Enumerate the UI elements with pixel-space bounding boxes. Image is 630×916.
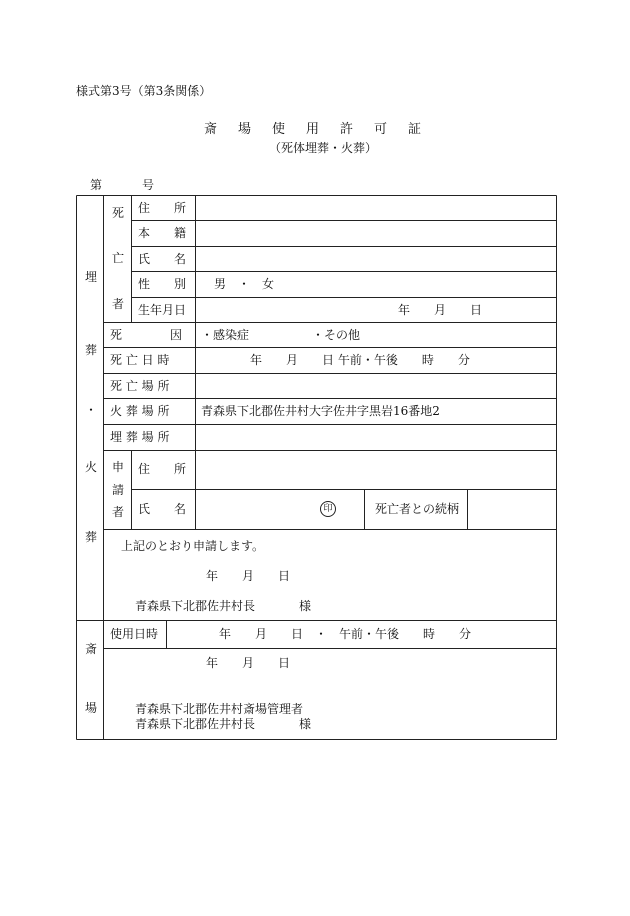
applicant-name-label: 氏 名 [138, 502, 187, 516]
relation-label: 死亡者との続柄 [375, 502, 460, 516]
application-addressee: 青森県下北郡佐井村長 [135, 599, 256, 613]
label-bou: 亡 [111, 251, 124, 265]
cause-option-infection: ・感染症 [201, 328, 250, 342]
cause-of-death-label: 死 因 [110, 328, 183, 342]
death-datetime-label: 死 亡 日 時 [110, 353, 170, 367]
label-mai: 埋 [84, 270, 97, 284]
label-shi: 死 [111, 206, 124, 220]
application-sama: 様 [299, 599, 312, 613]
application-statement: 上記のとおり申請します。 [121, 539, 265, 553]
deceased-sex-value: 男 ・ 女 [214, 277, 275, 291]
applicant-address-label: 住 所 [138, 462, 187, 476]
label-sha: 者 [111, 297, 124, 311]
seal-label: 印 [323, 504, 333, 514]
permit-number [90, 179, 154, 191]
deceased-honseki-label: 本 籍 [138, 226, 187, 240]
label-sou2: 葬 [84, 530, 97, 544]
use-datetime-label: 使用日時 [110, 627, 159, 641]
deceased-sex-label: 性 別 [138, 277, 187, 291]
use-datetime-value: 年 月 日 ・ 午前・午後 時 分 [219, 627, 472, 641]
label-sei: 請 [111, 483, 124, 497]
label-ka: 火 [84, 460, 97, 474]
deceased-name-label: 氏 名 [138, 252, 187, 266]
label-dot: ・ [84, 403, 97, 417]
death-place-label: 死 亡 場 所 [110, 379, 170, 393]
cremation-place-value: 青森県下北郡佐井村大字佐井字黒岩16番地2 [201, 404, 440, 418]
saijo-date: 年 月 日 [206, 656, 291, 670]
label-sai: 斎 [84, 642, 97, 656]
application-date: 年 月 日 [206, 569, 291, 583]
label-sou: 葬 [84, 343, 97, 357]
saijo-sama: 様 [299, 717, 312, 731]
cremation-place-label: 火 葬 場 所 [110, 404, 170, 418]
number-label-dai: 第 [90, 178, 103, 192]
form-number: 様式第3号（第3条関係） [76, 84, 212, 98]
label-shin: 申 [111, 460, 124, 474]
burial-place-label: 埋 葬 場 所 [110, 430, 170, 444]
document-title: 斎場使用許可証 [203, 122, 442, 137]
cause-option-other: ・その他 [312, 328, 361, 342]
saijo-mayor: 青森県下北郡佐井村長 [135, 717, 256, 731]
deceased-birth-label: 生年月日 [138, 303, 187, 317]
label-sha2: 者 [111, 505, 124, 519]
number-label-gou: 号 [142, 178, 155, 192]
deceased-address-label: 住 所 [138, 201, 187, 215]
document-subtitle: （死体埋葬・火葬） [268, 141, 377, 155]
label-jou: 場 [84, 701, 97, 715]
deceased-birth-value: 年 月 日 [398, 303, 483, 317]
death-datetime-value: 年 月 日 午前・午後 時 分 [250, 353, 470, 367]
seal-mark [320, 501, 336, 517]
saijo-manager: 青森県下北郡佐井村斎場管理者 [135, 702, 304, 716]
